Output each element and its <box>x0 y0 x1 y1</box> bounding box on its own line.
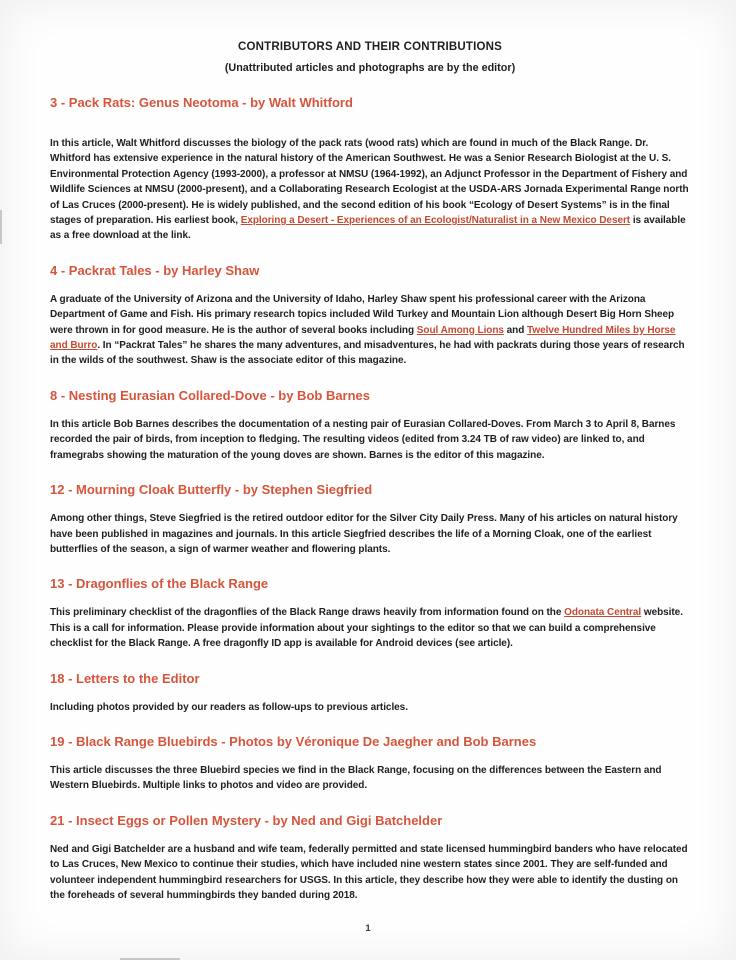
section-bluebirds <box>50 734 690 794</box>
scan-artifact <box>0 210 2 244</box>
body-text: A graduate of the University of Arizona and the University of Idaho, Harley Shaw spent his professional career with the Arizona Department of Game and Fish. His primary research topics included Wild Turkey and Mountain Lion although Desert Big Horn Sheep were thrown in for good measure. He is the author of several books including <box>50 293 675 336</box>
inline-link[interactable]: Soul Among Lions <box>416 324 504 336</box>
section-body <box>50 763 690 794</box>
body-text: Among other things, Steve Siegfried is the retired outdoor editor for the Silver City Daily Press. Many of his articles on natural history have been published in magazines and journals. In this article Siegfried describes the life of a Morning Cloak, one of the earliest butterflies of the season, a sign of warmer weather and flowering plants. <box>50 513 678 555</box>
section-letters-to-editor <box>50 671 690 715</box>
section-packrat-tales <box>50 263 690 369</box>
section-insect-eggs <box>50 813 690 904</box>
section-heading: 4 - Packrat Tales - by Harley Shaw <box>50 262 260 278</box>
body-text: Ned and Gigi Batchelder are a husband and wife team, federally permitted and state licensed hummingbird banders who have relocated to Las Cruces, New Mexico to continue their studies, which have included nine western states since 2001. They are self-funded and volunteer independent hummingbird researchers for USGS. In this article, they describe how they were able to identify the dusting on the foreheads of several hummingbirds they banded during 2018. <box>50 843 688 901</box>
inline-link[interactable]: Exploring a Desert - Experiences of an Ecologist/Naturalist in a New Mexico Desert <box>240 215 631 227</box>
section-heading: 8 - Nesting Eurasian Collared-Dove - by Bob Barnes <box>50 387 371 403</box>
inline-link[interactable]: Twelve Hundred Miles by Horse and Burro <box>50 324 676 352</box>
section-body <box>50 511 690 557</box>
section-mourning-cloak <box>50 482 690 557</box>
section-heading: 21 - Insect Eggs or Pollen Mystery - by Ned and Gigi Batchelder <box>50 812 443 828</box>
section-heading: 12 - Mourning Cloak Butterfly - by Stephen Siegfried <box>50 482 373 498</box>
body-text: In this article, Walt Whitford discusses the biology of the pack rats (wood rats) which are found in much of the Black Range. Dr. Whitford has extensive experience in the natural history of the American Southwest. He was a Senior Research Biologist at the U. S. Environmental Protection Agency (1993-2000), a professor at NMSU (1964-1992), an Adjunct Professor in the Department of Fishery and Wildlife Sciences at NMSU (2000-present), and a Collaborating Research Ecologist at the USDA-ARS Jornada Experimental Range north of Las Cruces (2000-present). He is widely published, and the second edition of his book “Ecology of Desert Systems” is in the final stages of preparation. His earliest book, <box>50 138 689 227</box>
body-text: and <box>503 324 528 336</box>
section-body <box>50 292 690 369</box>
body-text: This article discusses the three Bluebird species we find in the Black Range, focusing on the differences between the Eastern and Western Bluebirds. Multiple links to photos and video are provided. <box>50 764 662 792</box>
page-number: 1 <box>365 923 371 934</box>
section-heading: 19 - Black Range Bluebirds - Photos by Véronique De Jaegher and Bob Barnes <box>50 733 537 749</box>
body-text: website. This is a call for information. Please provide information about your sightings to the editor so that we can build a comprehensive checklist for the Black Range. A free dragonfly ID app is available for Android devices (see article). <box>50 607 683 650</box>
body-text: . In “Packrat Tales” he shares the many adventures, and misadventures, he had with packrats during those years of research in the wilds of the southwest. Shaw is the associate editor of this magazine. <box>50 340 685 367</box>
body-text: Including photos provided by our readers as follow-ups to previous articles. <box>50 701 408 713</box>
section-collared-dove <box>50 388 690 463</box>
section-heading: 13 - Dragonflies of the Black Range <box>50 576 269 592</box>
body-text: This preliminary checklist of the dragonflies of the Black Range draws heavily from information found on the <box>50 607 565 619</box>
section-body <box>50 136 690 244</box>
document-subtitle: (Unattributed articles and photographs are by the editor) <box>224 62 516 74</box>
body-text: In this article Bob Barnes describes the documentation of a nesting pair of Eurasian Collared-Doves. From March 3 to April 8, Barnes recorded the pair of birds, from inception to fledging. The resulting videos (edited from 3.24 TB of raw video) are linked to, and framegrabs showing the maturation of the young doves are shown. Barnes is the editor of this magazine. <box>50 418 676 461</box>
section-body <box>50 605 690 651</box>
section-pack-rats <box>50 95 690 244</box>
section-dragonflies <box>50 576 690 651</box>
section-body <box>50 700 690 715</box>
body-text: is available as a free download at the link. <box>50 215 686 242</box>
document-title: CONTRIBUTORS AND THEIR CONTRIBUTIONS <box>237 41 503 53</box>
section-heading: 18 - Letters to the Editor <box>50 670 200 686</box>
page-content <box>50 40 690 903</box>
inline-link[interactable]: Odonata Central <box>564 607 642 619</box>
section-heading: 3 - Pack Rats: Genus Neotoma - by Walt Whitford <box>50 95 353 110</box>
section-body <box>50 417 690 463</box>
section-body <box>50 842 690 904</box>
